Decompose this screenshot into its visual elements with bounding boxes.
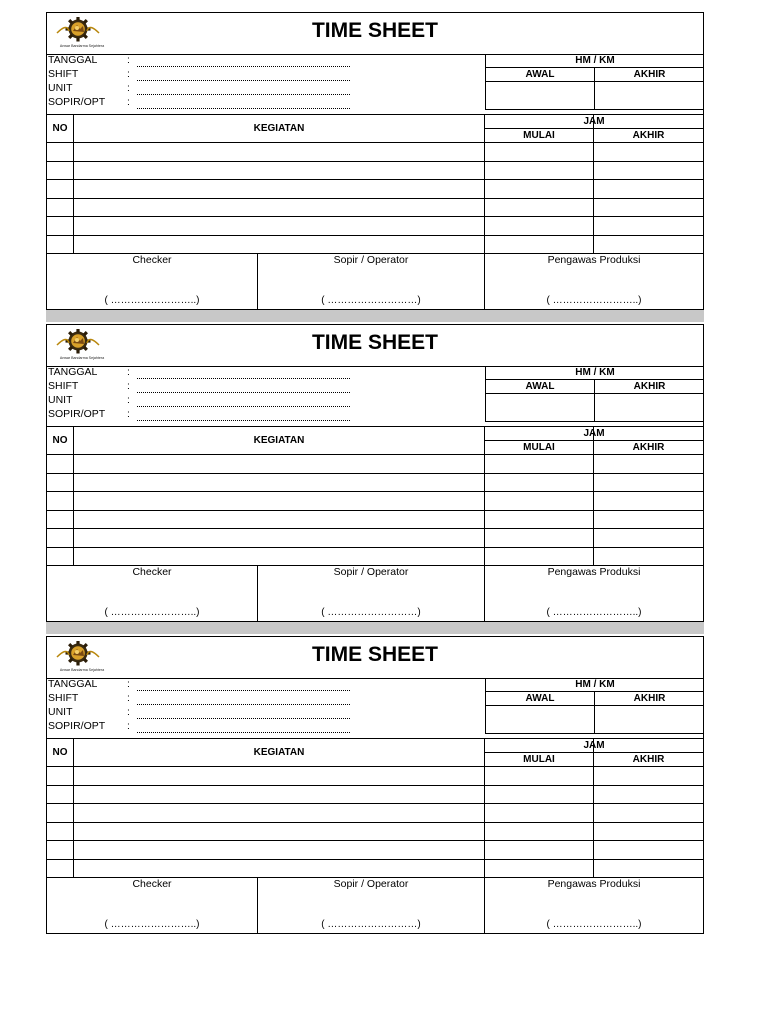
info-colon: : — [127, 706, 130, 718]
info-colon: : — [127, 68, 130, 80]
kegiatan-header: KEGIATAN — [253, 123, 305, 134]
checker-signature-cell[interactable] — [47, 878, 258, 934]
akhir-header: AKHIR — [632, 130, 665, 141]
time-sheet-form — [46, 324, 704, 622]
time-sheet-form — [46, 636, 704, 934]
table-row[interactable] — [47, 528, 703, 529]
akhir-header: AKHIR — [632, 754, 665, 765]
info-colon: : — [127, 82, 130, 94]
form-header — [47, 637, 703, 679]
hm-km-title: HM / KM — [486, 678, 704, 692]
activity-table — [47, 738, 703, 878]
supervisor-name-line: ( ……………………..) — [546, 295, 642, 306]
checker-signature-cell[interactable] — [47, 254, 258, 310]
tanggal-input-line[interactable] — [137, 690, 350, 691]
hm-awal-header: AWAL — [486, 68, 595, 82]
operator-label: Sopir / Operator — [333, 254, 409, 266]
info-colon: : — [127, 692, 130, 704]
info-colon: : — [127, 96, 130, 108]
info-row-shift — [47, 68, 485, 82]
form-title: TIME SHEET — [311, 331, 438, 354]
info-colon: : — [127, 380, 130, 392]
info-colon: : — [127, 678, 130, 690]
mulai-header: MULAI — [523, 130, 555, 141]
supervisor-signature-cell[interactable] — [485, 254, 703, 310]
checker-name-line: ( ……………………..) — [104, 919, 200, 930]
info-row-tanggal — [47, 366, 485, 380]
tanggal-input-line[interactable] — [137, 378, 350, 379]
jam-header: JAM — [485, 115, 703, 129]
table-row[interactable] — [47, 179, 703, 180]
info-section — [47, 54, 485, 115]
info-row-shift — [47, 380, 485, 394]
signature-section — [47, 565, 703, 622]
info-section — [47, 678, 485, 739]
table-row[interactable] — [47, 766, 703, 767]
hm-awal-cell[interactable] — [486, 394, 595, 421]
operator-name-line: ( ………………………) — [321, 295, 421, 306]
mulai-header: MULAI — [523, 754, 555, 765]
table-row[interactable] — [47, 473, 703, 474]
logo-caption: Anwar Bandarma Sejahtera — [59, 668, 105, 672]
operator-signature-cell[interactable] — [258, 566, 485, 622]
hm-awal-header: AWAL — [486, 380, 595, 394]
table-row[interactable] — [47, 785, 703, 786]
hm-km-title: HM / KM — [486, 54, 704, 68]
hm-km-box — [485, 54, 704, 110]
info-colon: : — [127, 366, 130, 378]
sheet-divider — [46, 310, 704, 322]
hm-awal-header: AWAL — [486, 692, 595, 706]
table-row[interactable] — [47, 510, 703, 511]
info-row-sopir — [47, 96, 485, 110]
table-row[interactable] — [47, 216, 703, 217]
table-row[interactable] — [47, 198, 703, 199]
supervisor-signature-cell[interactable] — [485, 566, 703, 622]
hm-km-box — [485, 366, 704, 422]
table-row[interactable] — [47, 454, 703, 455]
shift-input-line[interactable] — [137, 704, 350, 705]
unit-input-line[interactable] — [137, 94, 350, 95]
info-row-unit — [47, 706, 485, 720]
jam-header: JAM — [485, 739, 703, 753]
activity-table — [47, 426, 703, 566]
hm-km-box — [485, 678, 704, 734]
shift-input-line[interactable] — [137, 392, 350, 393]
info-colon: : — [127, 408, 130, 420]
checker-signature-cell[interactable] — [47, 566, 258, 622]
hm-awal-cell[interactable] — [486, 82, 595, 109]
info-row-sopir — [47, 720, 485, 734]
table-row[interactable] — [47, 840, 703, 841]
tanggal-label: TANGGAL — [48, 54, 98, 66]
info-row-unit — [47, 82, 485, 96]
akhir-header: AKHIR — [632, 442, 665, 453]
table-row[interactable] — [47, 803, 703, 804]
sopir-opt-input-line[interactable] — [137, 420, 350, 421]
info-colon: : — [127, 54, 130, 66]
sopir-opt-input-line[interactable] — [137, 108, 350, 109]
sopir-opt-label: SOPIR/OPT — [48, 720, 106, 732]
supervisor-name-line: ( ……………………..) — [546, 607, 642, 618]
sheet-divider — [46, 622, 704, 634]
hm-akhir-header: AKHIR — [595, 68, 704, 82]
info-row-shift — [47, 692, 485, 706]
signature-section — [47, 253, 703, 310]
operator-name-line: ( ………………………) — [321, 919, 421, 930]
shift-label: SHIFT — [48, 68, 79, 80]
unit-input-line[interactable] — [137, 718, 350, 719]
supervisor-name-line: ( ……………………..) — [546, 919, 642, 930]
form-header — [47, 13, 703, 55]
shift-label: SHIFT — [48, 692, 79, 704]
logo-caption: Anwar Bandarma Sejahtera — [59, 356, 105, 360]
time-sheet-form — [46, 12, 704, 310]
shift-label: SHIFT — [48, 380, 79, 392]
operator-label: Sopir / Operator — [333, 878, 409, 890]
sopir-opt-label: SOPIR/OPT — [48, 96, 106, 108]
form-header — [47, 325, 703, 367]
kegiatan-header: KEGIATAN — [253, 747, 305, 758]
table-row[interactable] — [47, 547, 703, 548]
shift-input-line[interactable] — [137, 80, 350, 81]
info-row-tanggal — [47, 54, 485, 68]
info-row-unit — [47, 394, 485, 408]
table-row[interactable] — [47, 142, 703, 143]
unit-label: UNIT — [48, 394, 73, 406]
info-row-tanggal — [47, 678, 485, 692]
table-row[interactable] — [47, 491, 703, 492]
hm-akhir-header: AKHIR — [595, 692, 704, 706]
info-colon: : — [127, 720, 130, 732]
form-title: TIME SHEET — [311, 643, 438, 666]
sopir-opt-input-line[interactable] — [137, 732, 350, 733]
hm-awal-cell[interactable] — [486, 706, 595, 733]
jam-header: JAM — [485, 427, 703, 441]
supervisor-signature-cell[interactable] — [485, 878, 703, 934]
operator-label: Sopir / Operator — [333, 566, 409, 578]
table-row[interactable] — [47, 859, 703, 860]
info-row-sopir — [47, 408, 485, 422]
unit-label: UNIT — [48, 706, 73, 718]
info-colon: : — [127, 394, 130, 406]
unit-label: UNIT — [48, 82, 73, 94]
sopir-opt-label: SOPIR/OPT — [48, 408, 106, 420]
table-row[interactable] — [47, 161, 703, 162]
tanggal-label: TANGGAL — [48, 366, 98, 378]
activity-table — [47, 114, 703, 254]
signature-section — [47, 877, 703, 934]
no-header: NO — [52, 747, 68, 758]
tanggal-label: TANGGAL — [48, 678, 98, 690]
hm-km-title: HM / KM — [486, 366, 704, 380]
supervisor-label: Pengawas Produksi — [547, 566, 641, 578]
checker-name-line: ( ……………………..) — [104, 607, 200, 618]
supervisor-label: Pengawas Produksi — [547, 878, 641, 890]
kegiatan-header: KEGIATAN — [253, 435, 305, 446]
table-row[interactable] — [47, 822, 703, 823]
unit-input-line[interactable] — [137, 406, 350, 407]
mulai-header: MULAI — [523, 442, 555, 453]
checker-label: Checker — [132, 878, 172, 890]
info-section — [47, 366, 485, 427]
logo-caption: Anwar Bandarma Sejahtera — [59, 44, 105, 48]
operator-signature-cell[interactable] — [258, 254, 485, 310]
hm-akhir-header: AKHIR — [595, 380, 704, 394]
supervisor-label: Pengawas Produksi — [547, 254, 641, 266]
no-header: NO — [52, 435, 68, 446]
checker-name-line: ( ……………………..) — [104, 295, 200, 306]
form-title: TIME SHEET — [311, 19, 438, 42]
operator-signature-cell[interactable] — [258, 878, 485, 934]
operator-name-line: ( ………………………) — [321, 607, 421, 618]
no-header: NO — [52, 123, 68, 134]
checker-label: Checker — [132, 254, 172, 266]
checker-label: Checker — [132, 566, 172, 578]
table-row[interactable] — [47, 235, 703, 236]
tanggal-input-line[interactable] — [137, 66, 350, 67]
